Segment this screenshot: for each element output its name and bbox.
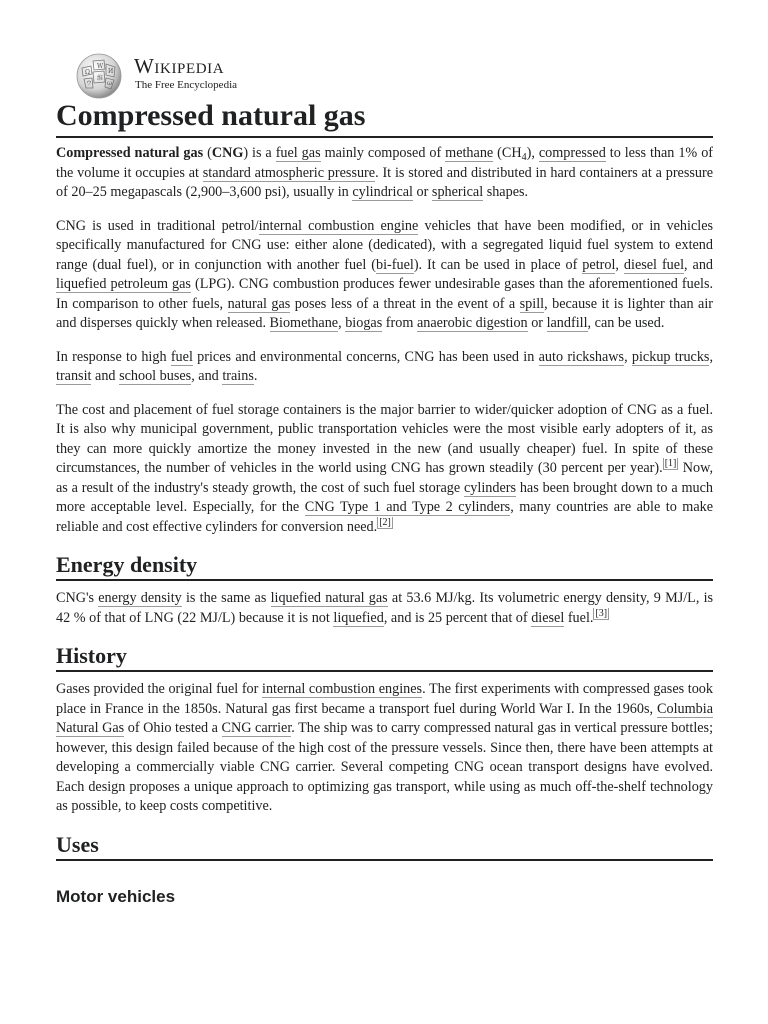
article-term: Compressed natural gas xyxy=(56,145,204,161)
link-standard-atmospheric-pressure[interactable]: standard atmospheric pressure xyxy=(202,164,376,181)
text: . The first experiments with compressed gases took place in France in the 1850s. Natural gas first became a transport fuel during World War I. In the 1960s, xyxy=(56,681,713,717)
svg-text:ウ: ウ xyxy=(86,80,93,87)
section-heading-history: History xyxy=(56,642,713,672)
link-methane[interactable]: methane xyxy=(445,145,494,161)
svg-text:维: 维 xyxy=(97,75,104,82)
link-school-buses[interactable]: school buses xyxy=(119,368,192,384)
text: at 53.6 MJ/kg. Its volumetric energy density, 9 MJ/L, is 42 % of that of LNG (22 MJ/L) because it is not xyxy=(56,590,714,626)
link-petrol[interactable]: petrol xyxy=(582,256,616,273)
link-compressed[interactable]: compressed xyxy=(538,145,606,161)
link-internal-combustion-engines[interactable]: internal combustion engines xyxy=(262,681,423,697)
history-paragraph xyxy=(56,680,713,817)
link-natural-gas[interactable]: natural gas xyxy=(227,295,291,312)
text: is the same as xyxy=(185,590,267,606)
energy-density-paragraph xyxy=(56,589,713,628)
text: Now, as a result of the industry's steady growth, the cost of such fuel storage xyxy=(56,460,714,496)
text: . It is stored and distributed in hard containers at a pressure of 20–25 megapascals (2,900–3,600 psi), usually in xyxy=(56,164,713,200)
link-landfill[interactable]: landfill xyxy=(546,315,588,331)
link-cylinders[interactable]: cylinders xyxy=(463,479,516,496)
link-anaerobic-digestion[interactable]: anaerobic digestion xyxy=(416,315,528,331)
svg-text:W: W xyxy=(97,63,104,70)
text: from xyxy=(385,315,414,331)
article-abbr: CNG xyxy=(211,145,244,161)
link-trains[interactable]: trains xyxy=(222,368,254,384)
formula-ch: CH xyxy=(501,145,522,161)
link-energy-density[interactable]: energy density xyxy=(98,590,182,606)
wikipedia-header[interactable] xyxy=(74,52,274,100)
link-pickup-trucks[interactable]: pickup trucks xyxy=(631,348,710,365)
text: CNG is used in traditional petrol/ xyxy=(56,217,259,234)
reference-1[interactable]: [1] xyxy=(664,458,677,469)
text: or xyxy=(416,184,429,200)
link-columbia-natural-gas[interactable]: Columbia Natural Gas xyxy=(56,700,714,736)
link-cng-carrier[interactable]: CNG carrier xyxy=(221,720,292,736)
link-cylindrical[interactable]: cylindrical xyxy=(352,184,413,200)
link-liquefied[interactable]: liquefied xyxy=(333,609,384,626)
text: and xyxy=(95,368,116,384)
text: , and xyxy=(191,368,219,384)
text: is a xyxy=(252,145,272,161)
section-heading-uses: Uses xyxy=(56,831,713,861)
text: , because it is lighter than air and disperses quickly when released. xyxy=(56,295,713,331)
link-biomethane[interactable]: Biomethane xyxy=(269,315,339,331)
link-auto-rickshaws[interactable]: auto rickshaws xyxy=(538,348,625,365)
text: CNG's xyxy=(56,590,95,606)
subsection-heading-motor-vehicles: Motor vehicles xyxy=(56,886,176,906)
link-spill[interactable]: spill xyxy=(519,295,545,312)
text: poses less of a threat in the event of a xyxy=(294,295,516,312)
link-fuel-gas[interactable]: fuel gas xyxy=(275,145,321,161)
wikipedia-globe-logo-icon[interactable] xyxy=(74,52,124,100)
text: prices and environmental concerns, CNG has been used in xyxy=(197,348,535,365)
wikipedia-wordmark[interactable]: Wikipedia xyxy=(134,54,225,78)
text: Gases provided the original fuel for xyxy=(56,681,259,697)
text: . The ship was to carry compressed natural gas in vertical pressure bottles; however, this design failed because of the high cost of the pressure vessels. Since then, there have been attempts at developing a commercially viable CNG carrier. Several competing CNG ocean transport designs have evolved. Each design proposes a unique approach to optimizing gas transport, while using as much off-the-shelf technology as possible, to keep costs competitive. xyxy=(56,720,714,814)
article-content xyxy=(56,98,713,909)
link-transit[interactable]: transit xyxy=(56,368,92,384)
link-internal-combustion-engine[interactable]: internal combustion engine xyxy=(258,217,419,234)
link-biogas[interactable]: biogas xyxy=(345,315,383,331)
text: , can be used. xyxy=(587,315,665,331)
link-diesel[interactable]: diesel xyxy=(531,609,565,626)
formula-subscript: 4 xyxy=(521,152,527,163)
text: and xyxy=(692,256,714,273)
section-heading-energy-density: Energy density xyxy=(56,551,713,581)
svg-text:И: И xyxy=(108,68,114,75)
text: ). It can be used in place of xyxy=(413,256,578,273)
text: (LPG). CNG combustion produces fewer undesirable gases than the aforementioned fuels. In comparison to other fuels, xyxy=(56,276,714,312)
usage-paragraph: CNG is used in traditional petrol/internal combustion engine vehicles that have been modified, or in vehicles specifically manufactured for CNG use: either alone (dedicated), with a segregated liquid fuel system to extend range (dual fuel), or in conjunction with another fuel (bi-fuel). It can be used in place of petrol, diesel fuel, and liquefied petroleum gas (LPG). CNG combustion produces fewer undesirable gases than the aforementioned fuels. In comparison to other fuels, natural gas poses less of a threat in the event of a spill, because it is lighter than air and disperses quickly when released. Biomethane, biogas from anaerobic digestion or landfill, can be used. xyxy=(56,217,714,331)
text: mainly composed of xyxy=(324,145,442,161)
text: The cost and placement of fuel storage containers is the major barrier to wider/quicker adoption of CNG as a fuel. It is also why municipal government, public transportation vehicles were the most visible early adopters of it, as they can more quickly amortize the money invested in the new (and usually cheaper) fuel. In spite of these circumstances, the number of vehicles in the world using CNG has grown steadily (30 percent per year). xyxy=(56,401,713,476)
text: , and is 25 percent that of xyxy=(383,609,528,626)
reference-2[interactable]: [2] xyxy=(379,516,391,528)
link-fuel[interactable]: fuel xyxy=(170,348,193,365)
storage-paragraph xyxy=(56,401,713,538)
vehicles-paragraph: In response to high fuel prices and environmental concerns, CNG has been used in auto rickshaws, pickup trucks, transit and school buses, and trains. xyxy=(56,348,713,384)
link-liquefied-natural-gas[interactable]: liquefied natural gas xyxy=(270,590,388,606)
text: of Ohio tested a xyxy=(127,720,218,736)
text: fuel. xyxy=(567,609,594,626)
page-title: Compressed natural gas xyxy=(56,98,713,138)
wikipedia-tagline: The Free Encyclopedia xyxy=(135,79,238,91)
text: to less than 1% of the volume it occupies at xyxy=(56,145,714,181)
text: has been brought down to a much more acceptable level. Especially, for the xyxy=(56,479,714,515)
text: vehicles that have been modified, or in vehicles specifically manufactured for CNG use: either alone (dedicated), with a segregated liquid fuel system to extend range (dual fuel), or in conjunction with another fuel ( xyxy=(56,217,714,273)
text: , many countries are able to make reliable and cost effective cylinders for conversion need. xyxy=(56,499,714,535)
link-cng-type-cylinders[interactable]: CNG Type 1 and Type 2 cylinders xyxy=(304,499,511,515)
reference-3[interactable]: [3] xyxy=(595,607,608,619)
text: In response to high xyxy=(56,348,167,365)
link-diesel-fuel[interactable]: diesel fuel xyxy=(623,256,685,273)
svg-text:ω: ω xyxy=(107,80,112,87)
link-spherical[interactable]: spherical xyxy=(431,184,484,200)
link-bi-fuel[interactable]: bi-fuel xyxy=(375,256,414,273)
intro-paragraph: Compressed natural gas (CNG) is a fuel gas mainly composed of methane $(CH_4)$, compressed to less than 1% of the volume it occupies at standard atmospheric pressure. It is stored and distributed in hard containers at a pressure of 20–25 megapascals (2,900–3,600 psi), usually in cylindrical or spherical shapes. xyxy=(56,145,714,200)
link-lpg[interactable]: liquefied petroleum gas xyxy=(56,276,191,292)
svg-text:Ω: Ω xyxy=(85,69,90,76)
text: shapes. xyxy=(486,184,529,200)
